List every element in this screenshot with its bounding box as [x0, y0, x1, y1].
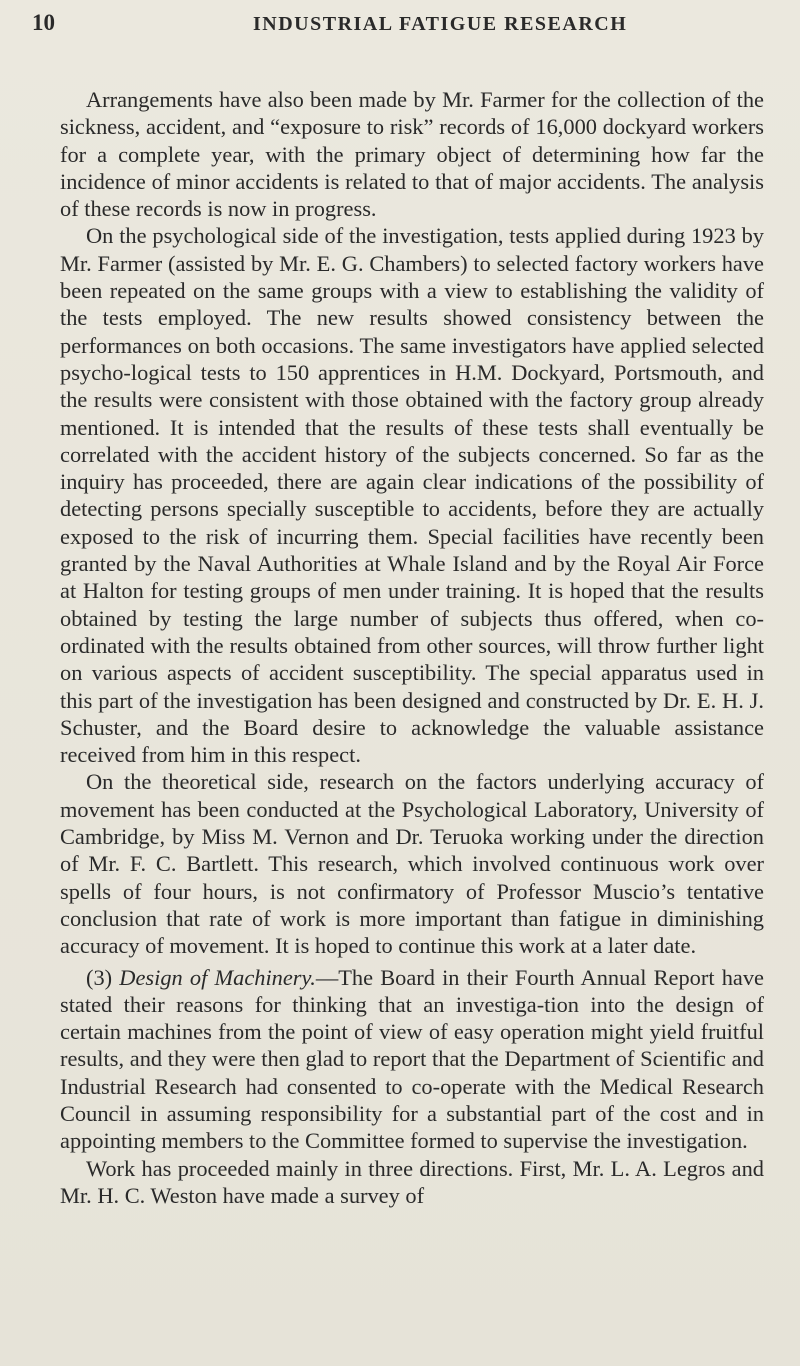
- running-head: INDUSTRIAL FATIGUE RESEARCH: [253, 13, 628, 35]
- page-number: 10: [32, 10, 55, 35]
- section-title: Design of Machinery.: [119, 964, 316, 990]
- paragraph-work-proceeded: Work has proceeded mainly in three directions. First, Mr. L. A. Legros and Mr. H. C. Weston have made a survey of: [60, 1155, 764, 1208]
- page-header: [32, 10, 764, 56]
- paragraph-theoretical-side: On the theoretical side, research on the factors underlying accuracy of movement has been conducted at the Psychological Laboratory, University of Cambridge, by Miss M. Vernon and Dr. Teruoka working under the direction of Mr. F. C. Bartlett. This research, which involved continuous work over spells of four hours, is not confirmatory of Professor Muscio’s tentative conclusion that rate of work is more important than fatigue in diminishing accuracy of movement. It is hoped to continue this work at a later date.: [60, 769, 764, 959]
- section-number: (3): [86, 964, 113, 990]
- paragraph-psychological-side: On the psychological side of the investigation, tests applied during 1923 by Mr. Farmer (assisted by Mr. E. G. Chambers) to selected factory workers have been repeated on the same groups with a view to establishing the validity of the tests employed. The new results showed consistency between the performances on both occasions. The same investigators have applied selected psycho-logical tests to 150 apprentices in H.M. Dockyard, Portsmouth, and the results were consistent with those obtained with the factory group already mentioned. It is intended that the results of these tests shall eventually be correlated with the accident history of the subjects concerned. So far as the inquiry has proceeded, there are again clear indications of the possibility of detecting persons specially susceptible to accidents, before they are actually exposed to the risk of incurring them. Special facilities have recently been granted by the Naval Authorities at Whale Island and by the Royal Air Force at Halton for testing groups of men under training. It is hoped that the results obtained by testing the large number of subjects thus offered, when co-ordinated with the results obtained from other sources, will throw further light on various aspects of accident susceptibility. The special apparatus used in this part of the investigation has been designed and constructed by Dr. E. H. J. Schuster, and the Board desire to acknowledge the valuable assistance received from him in this respect.: [60, 223, 764, 768]
- section-text: —The Board in their Fourth Annual Report have stated their reasons for thinking that an investiga-tion into the design of certain machines from the point of view of easy operation might yield fruitful results, and they were then glad to report that the Department of Scientific and Industrial Research had consented to co-operate with the Medical Research Council in assuming responsibility for a substantial part of the cost and in appointing members to the Committee formed to supervise the investigation.: [60, 964, 764, 1154]
- body-text: [60, 86, 764, 1209]
- paragraph-accident-records: Arrangements have also been made by Mr. Farmer for the collection of the sickness, accident, and “exposure to risk” records of 16,000 dockyard workers for a complete year, with the primary object of determining how far the incidence of minor accidents is related to that of major accidents. The analysis of these records is now in progress.: [60, 87, 764, 222]
- paragraph-design-of-machinery: [60, 964, 764, 1155]
